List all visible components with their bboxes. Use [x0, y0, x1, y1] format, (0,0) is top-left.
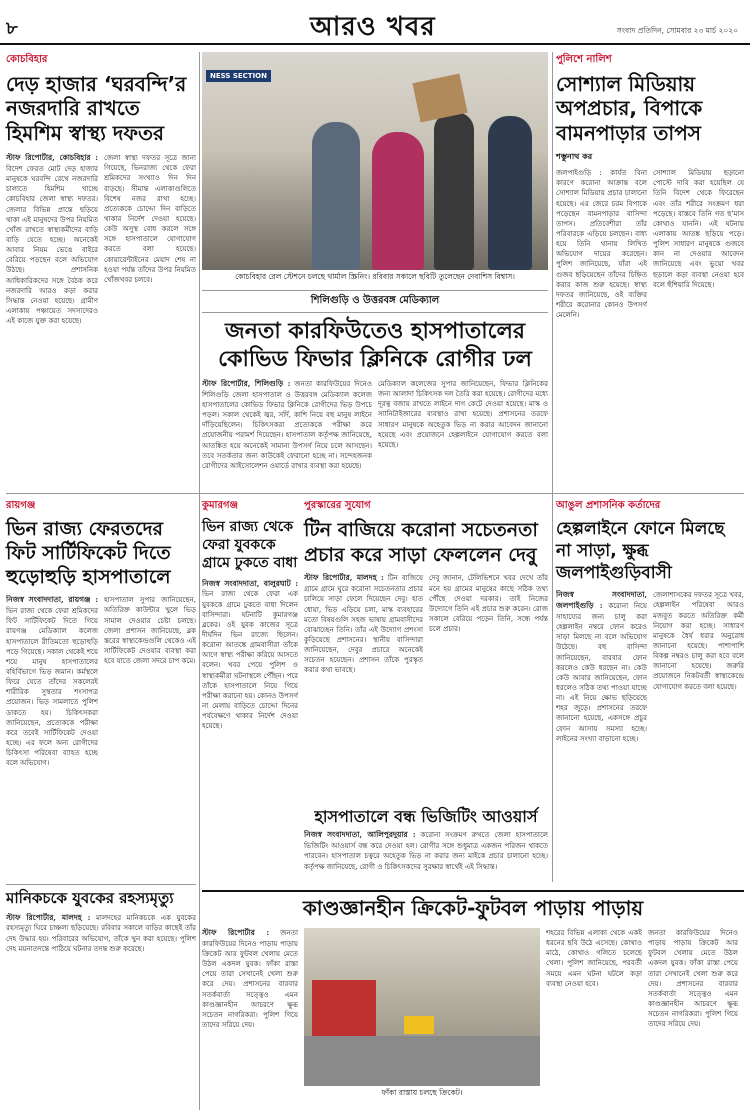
story-manikchak	[6, 884, 196, 1110]
story-kicker: কোচবিহার	[6, 54, 48, 65]
photo-caption: ফাঁকা রাস্তায় চলছে ক্রিকেট।	[381, 1088, 463, 1097]
story-coochbehar	[6, 52, 196, 492]
page-number: ৮	[6, 18, 18, 39]
story-kicker: রায়গঞ্জ	[6, 500, 36, 511]
story-body: স্টাফ রিপোর্টার, কোচবিহার : বিদেশ ফেরত মোট দেড় হাজার মানুষকে ঘরবন্দি রেখে নজরদারি চালাতে হিমশিম খাচ্ছে কোচবিহার জেলা স্বাস্থ্য দফতর। জেলার বিভিন্ন প্রান্তে ছড়িয়ে থাকা এই মানুষদের উপর নিয়মিত খোঁজ রাখতে স্বাস্থ্যকর্মীদের বাড়ি বাড়ি যেতে হচ্ছে। অনেকেই আবার নিয়ম ভেঙে বাইরে বেরিয়ে পড়ছেন বলে অভিযোগ উঠছে। প্রশাসনিক আধিকারিকদের সঙ্গে বৈঠক করে নজরদারি আরও কড়া করার সিদ্ধান্ত নেওয়া হয়েছে। গ্রামীণ এলাকায় পঞ্চায়েত সদস্যদেরও এই কাজে যুক্ত করা হয়েছে।	[6, 153, 98, 326]
story-kicker: শিলিগুড়ি ও উত্তরবঙ্গ মেডিক্যাল	[202, 290, 548, 313]
column-divider	[552, 52, 553, 882]
story-body-continued: জেলা স্বাস্থ্য দফতর সূত্রে জানা গিয়েছে, ভিনরাজ্য থেকে ফেরা শ্রমিকদের সংখ্যাও দিন দিন বাড়ছে। সীমান্ত এলাকাগুলিতে বিশেষ নজর রাখা হচ্ছে। প্রত্যেককে চোদ্দো দিন বাড়িতে থাকার নির্দেশ দেওয়া হয়েছে। কেউ অসুস্থ বোধ করলে সঙ্গে সঙ্গে হাসপাতালে যোগাযোগ করতে বলা হয়েছে। কোয়ারেন্টাইনের মেয়াদ শেষ না হওয়া পর্যন্ত তাঁদের উপর নিয়মিত খোঁজখবর চলবে।	[104, 154, 196, 284]
story-byline: শম্ভুনাথ কর	[556, 151, 593, 162]
story-body: নিজস্ব সংবাদদাতা, আলিপুরদুয়ার : করোনা সংক্রমণ রুখতে জেলা হাসপাতালে ভিজিটিং আওয়ার্স বন্ধ করে দেওয়া হল। রোগীর সঙ্গে শুধুমাত্র একজন পরিজন থাকতে পারবেন। হাসপাতাল চত্বরে অহেতুক ভিড় না করার জন্য মাইকে প্রচার চালানো হচ্ছে। কর্তৃপক্ষ জানিয়েছে, রোগী ও চিকিৎসকদের সুরক্ষার স্বার্থেই এই সিদ্ধান্ত।	[304, 830, 548, 871]
story-body: নিজস্ব সংবাদদাতা, বালুরঘাট : ভিন রাজ্য থেকে ফেরা এক যুবককে গ্রামে ঢুকতে বাধা দিলেন বাসিন্দারা। ঘটনাটি কুমারগঞ্জ ব্লকের। ওই যুবক কাজের সূত্রে দীর্ঘদিন ভিন রাজ্যে ছিলেন। করোনা আতঙ্কে গ্রামবাসীরা তাঁকে আগে স্বাস্থ্য পরীক্ষা করিয়ে আসতে বলেন। খবর পেয়ে পুলিশ ও স্বাস্থ্যকর্মীরা ঘটনাস্থলে পৌঁছন। পরে তাঁকে হাসপাতালে নিয়ে গিয়ে পরীক্ষা করানো হয়। কোনও উপসর্গ না মেলায় বাড়িতে চোদ্দো দিনের পর্যবেক্ষণে থাকার নির্দেশ দেওয়া হয়েছে।	[202, 578, 298, 731]
person-figure	[312, 122, 360, 270]
story-body-continued: জেলাশাসকের দফতর সূত্রে খবর, হেল্পলাইন পরিষেবা আরও মজবুত করতে অতিরিক্ত কর্মী নিয়োগ করা হচ্ছে। সাধারণ মানুষকে ধৈর্য ধরার অনুরোধ জানানো হয়েছে। পাশাপাশি বিকল্প নম্বরও চালু করা হবে বলে জানানো হয়েছে। জরুরি প্রয়োজনে নিকটবর্তী স্বাস্থ্যকেন্দ্রে যোগাযোগ করতে বলা হয়েছে।	[653, 591, 744, 691]
story-headline: ভিন রাজ্য ফেরতদের ফিট সার্টিফিকেট দিতে হুড়োহুড়ি হাসপাতালে	[6, 518, 171, 588]
story-headline: টিন বাজিয়ে করোনা সচেতনতা প্রচার করে সাড়া ফেললেন দেবু	[304, 519, 538, 566]
section-title: আরও খবর	[310, 12, 436, 42]
person-figure	[372, 132, 424, 270]
photo-caption: কোচবিহার রেল স্টেশনে চলছে থার্মাল স্ক্রিনিং। রবিবার সকালে ছবিটি তুলেছেন দেবাশিস বিশ্বাস।	[202, 272, 548, 284]
story-kicker: পুলিশে নালিশ	[556, 54, 612, 65]
story-headline: কাণ্ডজ্ঞানহীন ক্রিকেট-ফুটবল পাড়ায় পাড়ায়	[202, 890, 744, 920]
story-body: নিজস্ব সংবাদদাতা, জলপাইগুড়ি : করোনা নিয়ে সাহায্যের জন্য চালু করা হেল্পলাইন নম্বরে ফোন করেও সাড়া মিলছে না বলে অভিযোগ উঠেছে। বহু বাসিন্দা জানিয়েছেন, বারবার ফোন করলেও কেউ ধরছেন না। কেউ কেউ আবার জানিয়েছেন, ফোন ধরলেও সঠিক তথ্য পাওয়া যাচ্ছে না। এই নিয়ে ক্ষোভ ছড়িয়েছে শহর জুড়ে। প্রশাসনের তরফে জানানো হয়েছে, একসঙ্গে প্রচুর ফোন আসায় সমস্যা হচ্ছে। লাইনের সংখ্যা বাড়ানো হচ্ছে।	[556, 590, 647, 743]
photo-thermal-screening	[202, 52, 548, 270]
story-cricket	[202, 890, 744, 1110]
taxi-shape	[404, 1016, 434, 1034]
story-body: স্টাফ রিপোর্টার, মালদহ : মালদহের মানিকচকে এক যুবকের রহস্যমৃত্যু ঘিরে চাঞ্চল্য ছড়িয়েছে। রবিবার সকালে বাড়ির কাছেই তাঁর দেহ উদ্ধার হয়। পরিবারের অভিযোগ, তাঁকে খুন করা হয়েছে। পুলিশ দেহ ময়নাতদন্তে পাঠিয়ে ঘটনার তদন্ত শুরু করেছে।	[6, 912, 196, 953]
dateline: সংবাদ প্রতিদিন, সোমবার ২৩ মার্চ ২০২০	[616, 26, 738, 35]
story-kumarganj	[202, 498, 298, 873]
story-body-continued: হাসপাতাল সুপার জানিয়েছেন, অতিরিক্ত কাউন্টার খুলে ভিড় সামাল দেওয়ার চেষ্টা চলছে। জেলা প্রশাসন জানিয়েছে, ব্লক স্তরের স্বাস্থ্যকেন্দ্রগুলি থেকেও এই সার্টিফিকেট দেওয়ার ব্যবস্থা করা হবে যাতে জেলা সদরে চাপ কমে।	[104, 596, 196, 666]
story-headline: মানিকচকে যুবকের রহস্যমৃত্যু	[6, 884, 196, 909]
story-body-continued: দেবু জানান, টেলিভিশনে খবর দেখে তাঁর মনে হয় গ্রামের মানুষের কাছে সঠিক তথ্য পৌঁছে দেওয়া দরকার। তাই নিজের উদ্যোগে তিনি এই প্রচার শুরু করেন। রোজ সকালে বেরিয়ে পড়েন তিনি, সন্ধে পর্যন্ত চলে প্রচার।	[429, 574, 548, 634]
masthead-rule	[0, 43, 750, 45]
story-kicker: কুমারগঞ্জ	[202, 500, 239, 511]
story-kicker: পুরস্কারের সুযোগ	[304, 500, 371, 511]
story-headline: ভিন রাজ্য থেকে ফেরা যুবককে গ্রামে ঢুকতে বাধা	[202, 519, 298, 572]
story-headline: জনতা কারফিউতেও হাসপাতালের কোভিড ফিভার ক্লিনিকে রোগীর ঢল	[218, 319, 532, 372]
story-body-continued: জনতা কারফিউয়ের দিনেও পাড়ায় পাড়ায় ক্রিকেট আর ফুটবল খেলায় মেতে উঠল একদল যুবক। ফাঁকা রাস্তা পেয়ে তারা সেখানেই খেলা শুরু করে দেয়। প্রশাসনের বারবার সতর্কবার্তা সত্ত্বেও এমন কাণ্ডজ্ঞানহীন আচরণে ক্ষুব্ধ সচেতন নাগরিকরা। পুলিশ গিয়ে তাদের সরিয়ে দেয়।	[648, 929, 738, 1029]
story-body-continued: মেডিক্যাল কলেজের সুপার জানিয়েছেন, ফিভার ক্লিনিকের জন্য আলাদা চিকিৎসক দল তৈরি করা হয়েছে। রোগীদের মধ্যে দূরত্ব বজায় রাখতে লাইনে দাগ কেটে দেওয়া হয়েছে। মাস্ক ও স্যানিটাইজারের ব্যবস্থাও রাখা হয়েছে। প্রশাসনের তরফে সাধারণ মানুষকে অহেতুক ভিড় না করার আবেদন জানানো হয়েছে এবং প্রয়োজনে হেল্পলাইনে যোগাযোগ করতে বলা হয়েছে।	[378, 380, 548, 449]
story-body: স্টাফ রিপোর্টার : জনতা কারফিউয়ের দিনেও পাড়ায় পাড়ায় ক্রিকেট আর ফুটবল খেলায় মেতে উঠল একদল যুবক। ফাঁকা রাস্তা পেয়ে তারা সেখানেই খেলা শুরু করে দেয়। প্রশাসনের বারবার সতর্কবার্তা সত্ত্বেও এমন কাণ্ডজ্ঞানহীন আচরণে ক্ষুব্ধ সচেতন নাগরিকরা। পুলিশ গিয়ে তাদের সরিয়ে দেয়।	[202, 928, 298, 1029]
story-body: স্টাফ রিপোর্টার, শিলিগুড়ি : জনতা কারফিউয়ের দিনেও শিলিগুড়ি জেলা হাসপাতাল ও উত্তরবঙ্গ মেডিক্যাল কলেজ হাসপাতালের কোভিড ফিভার ক্লিনিকে রোগীদের ভিড় উপচে পড়ল। সকাল থেকেই জ্বর, সর্দি, কাশি নিয়ে বহু মানুষ লাইনে দাঁড়িয়েছিলেন। চিকিৎসকরা প্রত্যেককে পরীক্ষা করে প্রয়োজনীয় পরামর্শ দিয়েছেন। হাসপাতাল কর্তৃপক্ষ জানিয়েছে, আতঙ্কিত হয়ে অনেকেই সামান্য উপসর্গ নিয়ে চলে আসছেন। তবে সতর্কতার জন্য কাউকেই ফেরানো হচ্ছে না। সন্দেহজনক রোগীদের আইসোলেশন ওয়ার্ডে রাখার ব্যবস্থা করা হয়েছে।	[202, 379, 372, 470]
divider	[6, 493, 744, 494]
person-figure	[434, 112, 474, 270]
story-headline: সোশ্যাল মিডিয়ায় অপপ্রচার, বিপাকে বামনপাড়ার তাপস	[556, 72, 703, 145]
road	[304, 1036, 540, 1086]
story-body: স্টাফ রিপোর্টার, মালদহ : টিন বাজিয়ে গ্রামে গ্রামে ঘুরে করোনা সচেতনতার প্রচার চালিয়ে সাড়া ফেলে দিয়েছেন দেবু। হাত ধোয়া, ভিড় এড়িয়ে চলা, মাস্ক ব্যবহারের মতো বিষয়গুলি সহজ ভাষায় গ্রামবাসীদের বোঝাচ্ছেন তিনি। তাঁর এই উদ্যোগ প্রশংসা কুড়িয়েছে প্রশাসনের। স্থানীয় বাসিন্দারা জানিয়েছেন, দেবুর প্রচারে অনেকেই সচেতন হয়েছেন। প্রশাসন তাঁকে পুরস্কৃত করার কথা ভাবছে।	[304, 573, 423, 675]
story-social-media	[556, 52, 744, 482]
story-visiting-hours	[304, 808, 548, 884]
story-raiganj	[6, 498, 196, 878]
story-headline: দেড় হাজার ‘ঘরবন্দি’র নজরদারি রাখতে হিমশিম স্বাস্থ্য দফতর	[6, 72, 187, 145]
photo-street	[304, 928, 540, 1100]
story-body-continued: শহরের বিভিন্ন এলাকা থেকে একই ধরনের ছবি উঠে এসেছে। কোথাও মাঠে, কোথাও গলিতে চলেছে খেলা। পুলিশ জানিয়েছে, পরবর্তী সময়ে এমন ঘটনা ঘটলে কড়া ব্যবস্থা নেওয়া হবে।	[546, 929, 642, 988]
story-helpline	[556, 498, 744, 884]
person-figure	[488, 116, 532, 270]
column-divider	[199, 52, 200, 1110]
story-body: জলপাইগুড়ি : কার্যত বিনা কারণে করোনা আক্রান্ত বলে সোশ্যাল মিডিয়ায় প্রচার চালানো হয়েছে। এর জেরে চরম বিপাকে পড়েছেন বামনপাড়ার বাসিন্দা তাপস। প্রতিবেশীরা তাঁর পরিবারকে এড়িয়ে চলছেন। বাধ্য হয়ে তিনি থানায় লিখিত অভিযোগ দায়ের করেছেন। পুলিশ জানিয়েছে, যাঁরা এই গুজব ছড়িয়েছেন তাঁদের চিহ্নিত করার কাজ শুরু হয়েছে। স্বাস্থ্য দফতর জানিয়েছে, ওই ব্যক্তির শরীরে করোনার কোনও উপসর্গ মেলেনি।	[556, 169, 647, 320]
story-headline: হাসপাতালে বন্ধ ভিজিটিং আওয়ার্স	[314, 807, 538, 826]
photo-sign: NESS SECTION	[206, 70, 271, 82]
story-fever-clinic	[202, 290, 548, 490]
story-headline: হেল্পলাইনে ফোনে মিলছে না সাড়া, ক্ষুব্ধ জলপাইগুড়িবাসী	[556, 519, 725, 584]
story-debu	[304, 498, 548, 798]
story-body: নিজস্ব সংবাদদাতা, রায়গঞ্জ : ভিন রাজ্য থেকে ফেরা শ্রমিকদের ফিট সার্টিফিকেট দিতে গিয়ে রায়গঞ্জ মেডিক্যাল কলেজ হাসপাতালে রীতিমতো হুড়োহুড়ি পড়ে গিয়েছে। সকাল থেকেই শয়ে শয়ে মানুষ হাসপাতালের বহির্বিভাগে ভিড় জমান। কর্মস্থলে ফিরে যেতে তাঁদের সকলেরই শারীরিক সুস্থতার শংসাপত্র প্রয়োজন। ভিড় সামলাতে পুলিশ ডাকতে হয়। চিকিৎসকরা জানিয়েছেন, প্রত্যেককে পরীক্ষা করে তবেই সার্টিফিকেট দেওয়া হচ্ছে। এর ফলে অন্য রোগীদের চিকিৎসা পরিষেবা ব্যাহত হচ্ছে বলে অভিযোগ।	[6, 595, 98, 768]
story-body-continued: সোশ্যাল মিডিয়ায় ছড়ানো পোস্টে দাবি করা হয়েছিল যে তিনি বিদেশ থেকে ফিরেছেন এবং তাঁর শরীরে সংক্রমণ ধরা পড়েছে। বাস্তবে তিনি গত ছ'মাস কোথাও যাননি। এই ঘটনায় এলাকায় আতঙ্ক ছড়িয়ে পড়ে। পুলিশ সাধারণ মানুষকে গুজবে কান না দেওয়ার আবেদন জানিয়েছে এবং ভুয়ো খবর ছড়ালে কড়া ব্যবস্থা নেওয়া হবে বলে হুঁশিয়ারি দিয়েছে।	[653, 169, 744, 289]
bus-shape	[312, 980, 376, 1040]
story-kicker: আঙুল প্রশাসনিক কর্তাদের	[556, 500, 661, 511]
